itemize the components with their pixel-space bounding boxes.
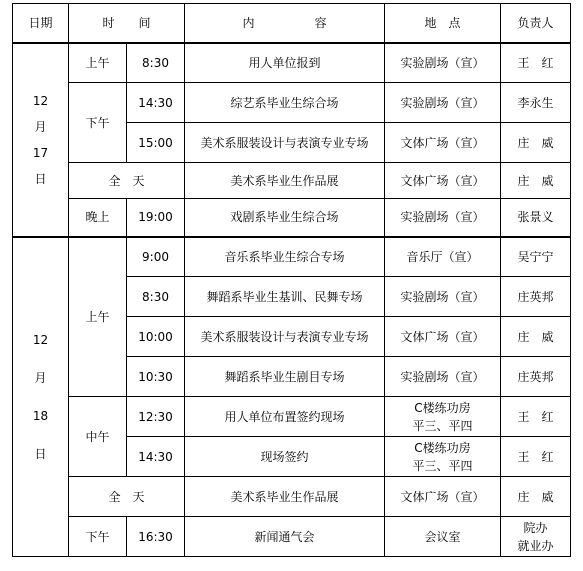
header-row (13, 4, 571, 43)
date-line: 12 (32, 332, 49, 347)
period-cell: 下午 (69, 83, 127, 163)
content-cell: 综艺系毕业生综合场 (185, 83, 385, 123)
content-cell: 新闻通气会 (185, 517, 385, 557)
location-cell (385, 397, 501, 437)
time-cell: 19:00 (127, 199, 185, 237)
header-time: 时 间 (69, 4, 185, 43)
date-cell (13, 237, 69, 557)
period-cell: 中午 (69, 397, 127, 477)
time-cell: 12:30 (127, 397, 185, 437)
time-cell: 14:30 (127, 83, 185, 123)
person-cell: 庄英邦 (501, 277, 571, 317)
content-cell: 美术系毕业生作品展 (185, 163, 385, 199)
person-cell: 李永生 (501, 83, 571, 123)
person-cell: 王 红 (501, 397, 571, 437)
schedule-table (12, 3, 571, 557)
location-cell: 文体广场（宣） (385, 123, 501, 163)
table-row (13, 517, 571, 557)
date-line: 18 (32, 408, 49, 423)
location-cell: 实验剧场（宣） (385, 43, 501, 83)
location-cell (385, 437, 501, 477)
time-cell: 16:30 (127, 517, 185, 557)
location-cell: 文体广场（宣） (385, 477, 501, 517)
table-row (13, 83, 571, 123)
location-cell: 音乐厅（宣） (385, 237, 501, 277)
period-cell: 上午 (69, 43, 127, 83)
person-cell: 张景义 (501, 199, 571, 237)
content-cell: 用人单位布置签约现场 (185, 397, 385, 437)
content-cell: 美术系毕业生作品展 (185, 477, 385, 517)
person-cell: 庄 威 (501, 477, 571, 517)
header-content: 内 容 (185, 4, 385, 43)
person-cell: 庄 威 (501, 163, 571, 199)
content-cell: 音乐系毕业生综合专场 (185, 237, 385, 277)
period-cell: 全 天 (69, 477, 185, 517)
content-cell: 舞蹈系毕业生基训、民舞专场 (185, 277, 385, 317)
person-cell (501, 517, 571, 557)
location-cell: 实验剧场（宣） (385, 277, 501, 317)
date-cell (13, 43, 69, 237)
period-cell: 晚上 (69, 199, 127, 237)
time-cell: 14:30 (127, 437, 185, 477)
date-line: 月 (34, 119, 47, 134)
period-cell: 下午 (69, 517, 127, 557)
date-line: 日 (34, 171, 47, 186)
content-cell: 用人单位报到 (185, 43, 385, 83)
content-cell: 舞蹈系毕业生剧目专场 (185, 357, 385, 397)
person-cell: 庄英邦 (501, 357, 571, 397)
location-cell: 文体广场（宣） (385, 163, 501, 199)
time-cell: 10:30 (127, 357, 185, 397)
location-cell: 实验剧场（宣） (385, 199, 501, 237)
time-cell: 8:30 (127, 43, 185, 83)
table-row (13, 397, 571, 437)
person-line: 就业办 (517, 538, 554, 553)
header-date: 日期 (13, 4, 69, 43)
person-line: 院办 (523, 520, 548, 535)
location-line: C楼练功房 (414, 440, 471, 455)
date-line: 17 (32, 145, 49, 160)
date-line: 日 (34, 446, 47, 461)
period-cell: 上午 (69, 237, 127, 397)
content-cell: 美术系服装设计与表演专业专场 (185, 123, 385, 163)
table-row (13, 163, 571, 199)
date-line: 月 (34, 370, 47, 385)
table-row (13, 237, 571, 277)
person-cell: 庄 威 (501, 123, 571, 163)
table-row (13, 477, 571, 517)
person-cell: 吴宁宁 (501, 237, 571, 277)
location-cell: 文体广场（宣） (385, 317, 501, 357)
time-cell: 9:00 (127, 237, 185, 277)
date-line: 12 (32, 93, 49, 108)
table-row (13, 43, 571, 83)
content-cell: 美术系服装设计与表演专业专场 (185, 317, 385, 357)
time-cell: 8:30 (127, 277, 185, 317)
location-cell: 会议室 (385, 517, 501, 557)
person-cell: 王 红 (501, 43, 571, 83)
location-cell: 实验剧场（宣） (385, 83, 501, 123)
header-location: 地 点 (385, 4, 501, 43)
time-cell: 10:00 (127, 317, 185, 357)
person-cell: 王 红 (501, 437, 571, 477)
person-cell: 庄 威 (501, 317, 571, 357)
location-line: C楼练功房 (414, 400, 471, 415)
content-cell: 现场签约 (185, 437, 385, 477)
location-cell: 实验剧场（宣） (385, 357, 501, 397)
header-person: 负责人 (501, 4, 571, 43)
period-cell: 全 天 (69, 163, 185, 199)
content-cell: 戏剧系毕业生综合场 (185, 199, 385, 237)
table-row (13, 199, 571, 237)
location-line: 平三、平四 (412, 458, 473, 473)
location-line: 平三、平四 (412, 418, 473, 433)
time-cell: 15:00 (127, 123, 185, 163)
